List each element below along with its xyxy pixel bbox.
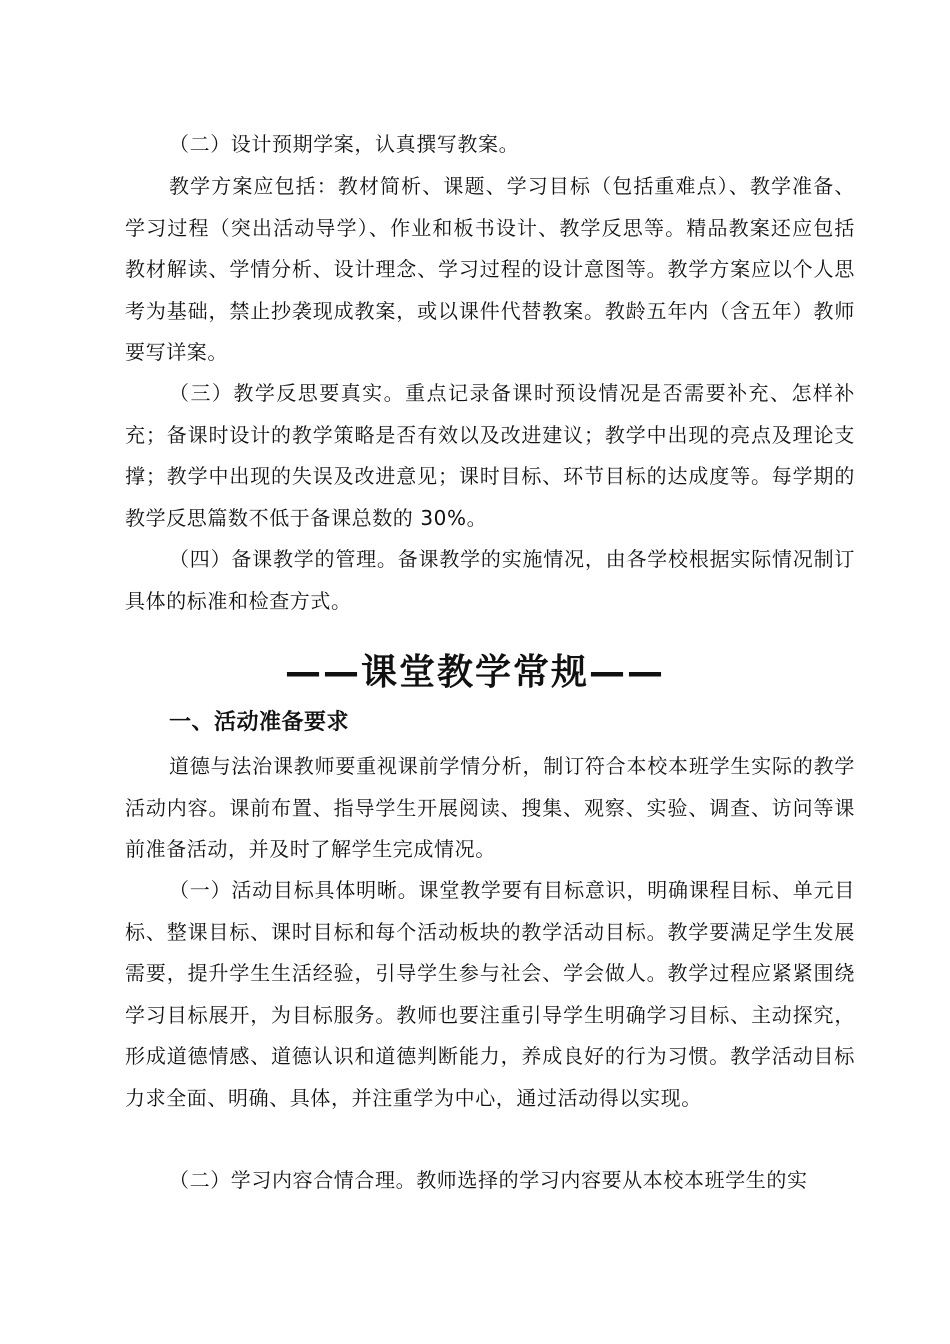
paragraph-lesson-plan-contents: 教学方案应包括：教材简析、课题、学习目标（包括重难点）、教学准备、学习过程（突出活动导学）、作业和板书设计、教学反思等。精品教案还应包括教材解读、学情分析、设计理念、学习过程的设计意图等。教学方案应以个人思考为基础，禁止抄袭现成教案，或以课件代替教案。教龄五年内（含五年）教师要写详案。 [125, 174, 855, 364]
paragraph-lesson-prep-management: （四）备课教学的管理。备课教学的实施情况，由各学校根据实际情况制订具体的标准和检查方式。 [125, 547, 855, 613]
paragraph-learning-content: （二）学习内容合情合理。教师选择的学习内容要从本校本班学生的实 [169, 1168, 808, 1192]
paragraph-design-lesson-plan-heading: （二）设计预期学案，认真撰写教案。 [169, 132, 520, 156]
section-title: ——课堂教学常规—— [284, 652, 665, 693]
paragraph-pre-class-analysis: 道德与法治课教师要重视课前学情分析，制订符合本校本班学生实际的教学活动内容。课前布置、指导学生开展阅读、搜集、观察、实验、调查、访问等课前准备活动，并及时了解学生完成情况。 [125, 754, 855, 861]
paragraph-teaching-reflection: （三）教学反思要真实。重点记录备课时预设情况是否需要补充、怎样补充；备课时设计的教学策略是否有效以及改进建议；教学中出现的亮点及理论支撑；教学中出现的失误及改进意见；课时目标、环节目标的达成度等。每学期的教学反思篇数不低于备课总数的 30%。 [125, 381, 855, 530]
subheading-activity-preparation: 一、活动准备要求 [169, 710, 350, 735]
paragraph-activity-goals: （一）活动目标具体明晰。课堂教学要有目标意识，明确课程目标、单元目标、整课目标、课时目标和每个活动板块的教学活动目标。教学要满足学生发展需要，提升学生生活经验，引导学生参与社会、学会做人。教学过程应紧紧围绕学习目标展开，为目标服务。教师也要注重引导学生明确学习目标、主动探究，形成道德情感、道德认识和道德判断能力，养成良好的行为习惯。教学活动目标力求全面、明确、具体，并注重学为中心，通过活动得以实现。 [125, 878, 855, 1110]
